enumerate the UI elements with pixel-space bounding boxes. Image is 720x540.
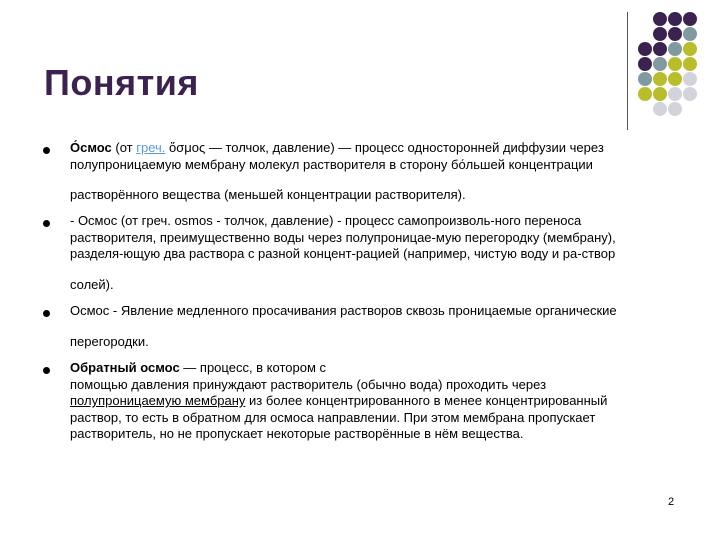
decor-dot <box>683 42 697 56</box>
page-number: 2 <box>668 496 675 508</box>
bullet-osmosis-definition <box>70 140 670 204</box>
bullet-osmosis-phenomenon <box>70 303 670 350</box>
text-line: перегородки. <box>70 333 149 349</box>
decor-dot <box>683 27 697 41</box>
bullet-osmosis-solvent <box>70 213 670 293</box>
text-line: помощью давления принуждают растворитель (обычно вода) проходить через <box>70 376 547 392</box>
decor-dot <box>683 57 697 71</box>
text-line: солей). <box>70 276 114 292</box>
decor-dot <box>653 27 667 41</box>
term-reverse-osmosis: Обратный осмос <box>70 360 180 375</box>
text-span: ὄσμος — толчок, давление) — процесс односторонней диффузии через <box>165 140 604 155</box>
decor-dot <box>638 42 652 56</box>
text-line: Осмос - Явление медленного просачивания растворов сквозь проницаемые органические <box>70 303 617 318</box>
text-line: растворённого вещества (меньшей концентрации растворителя). <box>70 187 466 202</box>
decor-dot <box>653 42 667 56</box>
bullet-marker-1 <box>43 147 50 154</box>
decor-dot <box>668 27 682 41</box>
decor-dot <box>668 57 682 71</box>
bullet-marker-4 <box>43 367 50 374</box>
decor-dot-grid <box>638 12 718 112</box>
bullet-marker-3 <box>43 310 50 317</box>
decor-dot <box>683 12 697 26</box>
text-span: (от <box>111 140 137 155</box>
decor-dot <box>638 87 652 101</box>
decor-dot <box>653 102 667 116</box>
decor-dot <box>653 72 667 86</box>
decor-dot <box>638 72 652 86</box>
text-line: полупроницаемую мембрану молекул растворителя в сторону бо́льшей концентрации <box>70 156 593 172</box>
text-line: раствор, то есть в обратном для осмоса направлении. При этом мембрана пропускает <box>70 409 596 425</box>
decor-dot <box>653 57 667 71</box>
text-line: разделя-ющую два раствора с разной концент-рацией (например, чистую воду и ра-створ <box>70 246 616 261</box>
decor-dot <box>668 102 682 116</box>
decor-dot <box>653 87 667 101</box>
decor-divider-line <box>627 12 628 130</box>
text-line: - Осмос (от греч. osmos - толчок, давление) - процесс самопроизволь-ного переноса <box>70 213 582 228</box>
text-line: растворитель, но не пропускает некоторые растворённые в нём вещества. <box>70 426 524 441</box>
text-span: из более концентрированного в менее концентрированный <box>245 393 608 408</box>
slide-title: Понятия <box>44 62 199 103</box>
decor-dot <box>683 87 697 101</box>
text-span: — процесс, в котором с <box>179 360 327 375</box>
bullet-marker-2 <box>43 220 50 227</box>
text-line: растворителя, преимущественно воды через полупроницае-мую перегородку (мембрану), <box>70 229 616 245</box>
link-semipermeable-membrane[interactable]: полупроницаемую мембрану <box>70 393 246 408</box>
decor-dot <box>668 12 682 26</box>
bullet-reverse-osmosis <box>70 360 670 443</box>
decor-dot <box>668 72 682 86</box>
decor-dot <box>683 72 697 86</box>
decor-dot <box>668 87 682 101</box>
decor-dot <box>638 57 652 71</box>
decor-dot <box>668 42 682 56</box>
link-greek[interactable]: греч. <box>136 140 166 155</box>
term-osmos: О́смос <box>70 140 112 155</box>
decor-dot <box>653 12 667 26</box>
